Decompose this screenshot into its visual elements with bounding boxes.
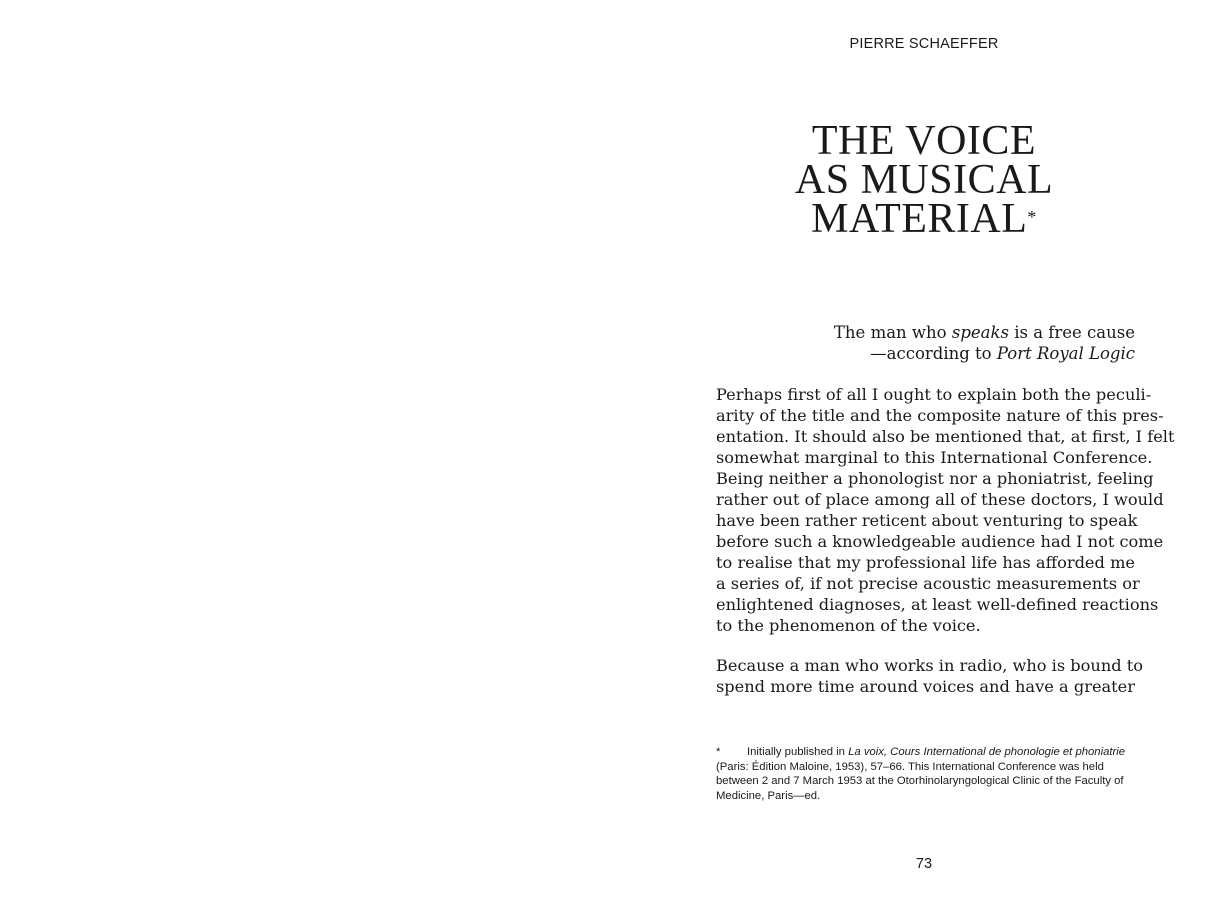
text-line: Because a man who works in radio, who is bound to [716, 656, 1144, 675]
text-line: a series of, if not precise acoustic measurements or [716, 574, 1140, 593]
footnote-marker: * [716, 746, 721, 758]
footnote [716, 745, 1135, 803]
chapter-title [649, 118, 1199, 242]
footnote-line-1 [716, 745, 1135, 760]
text-line: to the phenomenon of the voice. [716, 616, 981, 635]
right-page [609, 0, 1218, 905]
page-number: 73 [915, 856, 933, 872]
title-footnote-marker: * [1027, 207, 1037, 227]
title-line-1: THE VOICE [811, 118, 1037, 164]
body-paragraph-1 [716, 384, 1175, 636]
text-line: spend more time around voices and have a greater [716, 677, 1135, 696]
epigraph-text: The man who [833, 323, 952, 342]
text-line: Perhaps first of all I ought to explain both the peculi- [716, 385, 1152, 404]
text-line: Being neither a phonologist nor a phoniatrist, feeling [716, 469, 1154, 488]
footnote-text: Initially published in [747, 746, 849, 758]
footnote-line-4: Medicine, Paris—ed. [716, 789, 821, 802]
text-line: arity of the title and the composite nature of this pres- [716, 406, 1164, 425]
text-line: to realise that my professional life has afforded me [716, 553, 1135, 572]
body-paragraph-2 [716, 655, 1144, 697]
running-head-author: PIERRE SCHAEFFER [849, 36, 999, 52]
title-line-2: AS MUSICAL [794, 157, 1054, 203]
epigraph-line-2 [716, 343, 1135, 364]
epigraph-source: Port Royal Logic [996, 344, 1135, 363]
epigraph-attribution: —according to [870, 344, 997, 363]
footnote-line-3: between 2 and 7 March 1953 at the Otorhinolaryngological Clinic of the Faculty of [716, 775, 1124, 787]
text-line: have been rather reticent about venturing to speak [716, 511, 1138, 530]
text-line: enlightened diagnoses, at least well-defined reactions [716, 595, 1159, 614]
footnote-publication-title: La voix, Cours International de phonologie et phoniatrie [848, 746, 1126, 758]
text-line: somewhat marginal to this International Conference. [716, 448, 1153, 467]
text-line: before such a knowledgeable audience had I not come [716, 532, 1164, 551]
epigraph [716, 322, 1135, 364]
epigraph-emphasis: speaks [951, 323, 1009, 342]
epigraph-line-1 [716, 322, 1135, 343]
title-line-3 [649, 196, 1199, 242]
text-line: rather out of place among all of these doctors, I would [716, 490, 1164, 509]
footnote-line-2: (Paris: Édition Maloine, 1953), 57–66. This International Conference was held [716, 760, 1104, 773]
title-line-3-text: MATERIAL [811, 196, 1028, 242]
epigraph-text: is a free cause [1008, 323, 1135, 342]
text-line: entation. It should also be mentioned that, at first, I felt [716, 427, 1175, 446]
